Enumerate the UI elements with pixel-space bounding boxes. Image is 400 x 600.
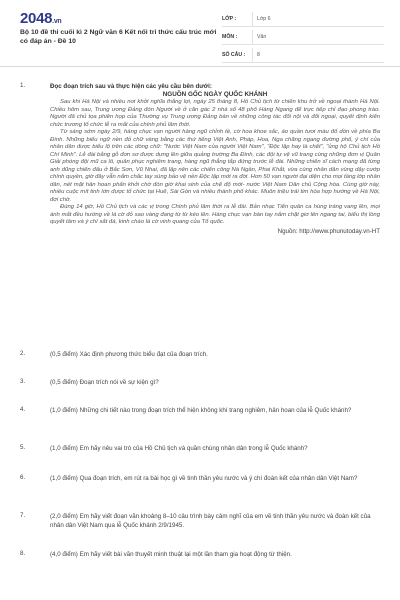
meta-label: MÔN : — [222, 34, 238, 40]
question-number: 2. — [20, 350, 26, 357]
question-text: (2,0 điểm) Em hãy viết đoạn văn khoảng 8–10 câu trình bày cảm nghĩ của em về tinh thần yêu nước và đoàn kết của nhân dân Việt Nam qua lễ Quốc khánh 2/9/1945. — [50, 513, 371, 530]
logo-main: 2048 — [20, 10, 53, 27]
passage-source: Nguồn: http://www.phunutoday.vn-HT — [277, 227, 380, 235]
passage-paragraph: Đúng 14 giờ, Hồ Chủ tịch và các vị trong Chính phủ lâm thời ra lễ đài. Bản nhạc Tiến quân ca hùng tráng vang lên, mọi ánh mắt đều hướng về lá cờ đỏ sao vàng đang từ từ kéo lên. Hàng chục vạn bàn tay nắm chặt giơ lên ngang tai, biểu thị lòng quyết tâm và ý chí sắt đá, kinh chào lá cờ vinh quang của Tổ quốc. — [50, 204, 380, 226]
meta-row-question-count — [222, 48, 384, 63]
logo-suffix: .vn — [52, 18, 62, 25]
question-text: (1,0 điểm) Những chi tiết nào trong đoạn trích thể hiện không khí trang nghiêm, hân hoan của lễ Quốc khánh? — [50, 407, 352, 414]
question-text: (1,0 điểm) Em hãy nêu vai trò của Hồ Chủ tịch và quần chúng nhân dân trong lễ Quốc khánh? — [50, 445, 308, 452]
question-number: 1. — [20, 82, 26, 89]
meta-row-subject — [222, 30, 384, 45]
meta-value: 8 — [252, 48, 384, 62]
question-text: (4,0 điểm) Em hãy viết bài văn thuyết minh thuật lại một lần tham gia hoạt động từ thiện. — [50, 551, 292, 558]
question-number: 6. — [20, 474, 26, 481]
document-title: Bộ 10 đề thi cuối kì 2 Ngữ văn 6 Kết nối tri thức cấu trúc mới có đáp án - Đề 10 — [20, 29, 217, 45]
question-text: (1,0 điểm) Qua đoạn trích, em rút ra bài học gì về tinh thần yêu nước và ý chí đoàn kết của nhân dân Việt Nam? — [50, 475, 358, 482]
passage-paragraph: Từ sáng sớm ngày 2/9, hàng chục vạn người hàng ngũ chỉnh tề, cờ hoa khoe sắc, áo quần tươi màu đổ dồn về phía Ba Đình. Những biểu ngữ nền đỏ chữ vàng bằng các thứ tiếng Việt Anh, Pháp, Hoa, Nga chăng ngang đường phố, ý chí của nhân dân được biểu lộ trên các dòng chữ: "Nước Việt Nam của người Việt Nam", "Độc lập hay là chết", "ủng hộ Chủ tịch Hồ Chí Minh". Lễ đài bằng gỗ đơn sơ được dựng lên giữa quảng trường Ba Đình, các đội tự vệ vũ trang cùng những đơn vị Quân Giải phóng đội mũ ca lô, quân phục nghiêm trang, hàng ngũ thẳng tắp đứng trước lễ đài. Những chiến sĩ cách mạng đã từng anh dũng chiến đấu ở Bắc Sơn, Vũ Nhai, đã lập nên các chiến công Nà Ngần, Phai Khắt, vừa cùng nhân dân vùng dậy cướp chính quyền, giờ đây vẫn nắm chắc tay súng bảo vệ nền Độc lập mới ra đời. Hơn 50 vạn người đại diện cho mọi tầng lớp nhân dân, nét mặt hân hoan phấn khởi chờ đón giờ khai sinh của chế độ mới- nước Việt Nam Dân chủ Cộng hòa. Cùng giờ này, nhiều cuộc mít tinh lớn được tổ chức tại Huế, Sài Gòn và nhiều thành phố khác. Muôn triệu trái tim hòa hợp hướng về Hà Nội, đợi chờ. — [50, 129, 380, 203]
passage-title: NGUỒN GỐC NGÀY QUỐC KHÁNH — [162, 91, 268, 99]
question-number: 7. — [20, 512, 26, 519]
question-text: (0,5 điểm) Xác định phương thức biểu đạt của đoạn trích. — [50, 351, 208, 358]
meta-label: SỐ CÂU : — [222, 52, 246, 58]
passage-paragraph: Sau khi Hà Nội và nhiều nơi khởi nghĩa thắng lợi, ngày 25 tháng 8, Hồ Chủ tịch từ chiến khu trở về ngoại thành Hà Nội. Chiều hôm sau, Trung ương Đảng đón Người về ở căn gác 2 nhà số 48 phố Hàng Ngang để trực tiếp chỉ đạo phong trào. Người đã chủ tọa phiên họp của Thường vụ Trung ương Đảng bàn về những công tác đối nội và đối ngoại, quyết định kiến chức trương tổ chức lễ ra mắt của chính phủ lâm thời. — [50, 99, 380, 128]
question-number: 3. — [20, 378, 26, 385]
reading-passage — [50, 99, 380, 227]
page-header — [0, 0, 400, 67]
question-number: 8. — [20, 550, 26, 557]
meta-label: LỚP : — [222, 16, 237, 22]
exam-meta-panel — [222, 12, 384, 66]
question-body — [50, 82, 380, 235]
question-prompt: Đọc đoạn trích sau và thực hiện các yêu cầu bên dưới: — [50, 83, 212, 90]
meta-value: Lớp 6 — [252, 12, 384, 26]
meta-row-class — [222, 12, 384, 27]
site-logo[interactable] — [20, 10, 61, 27]
question-number: 5. — [20, 444, 26, 451]
meta-value: Văn — [252, 30, 384, 44]
question-text: (0,5 điểm) Đoạn trích nói về sự kiện gì? — [50, 379, 159, 386]
question-number: 4. — [20, 406, 26, 413]
